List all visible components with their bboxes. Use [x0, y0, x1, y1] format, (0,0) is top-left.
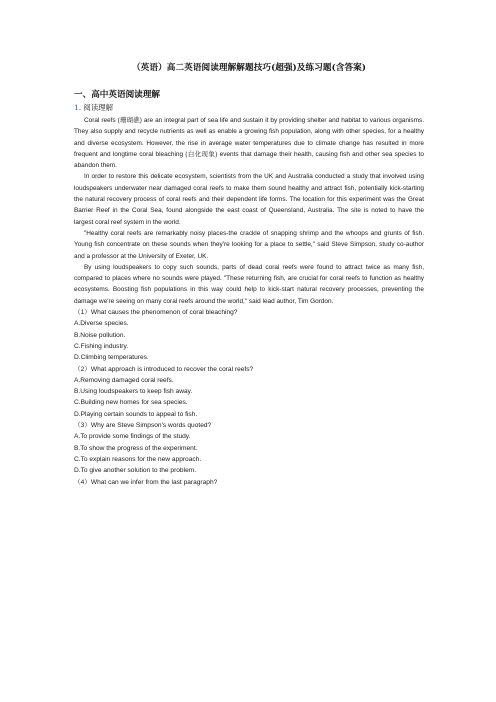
question-stem: （2）What approach is introduced to recover the coral reefs?	[74, 365, 254, 373]
section-heading: 一、高中英语阅读理解	[74, 90, 160, 100]
question-stem: （4）What can we infer from the last paragraph?	[74, 478, 218, 486]
subsection-heading	[74, 102, 424, 113]
document-title: （英语）高二英语阅读理解解题技巧(超强)及练习题(含答案)	[131, 63, 366, 73]
answer-option: B.To show the progress of the experiment.	[74, 444, 198, 452]
answer-option: D.Playing certain sounds to appeal to fish.	[74, 410, 198, 418]
question-4	[74, 477, 424, 488]
passage-paragraph-1: Coral reefs (珊瑚礁) are an integral part of sea life and sustain it by providing shelter and habitat to various organisms. They also supply and recycle nutrients as well as enable a growing fish population, along with other species, for a healthy and diverse ecosystem. However, the rise in average water temperatures due to climate change has resulted in more frequent and longtime coral bleaching (白化现象) events that damage their health, causing fish and other sea species to abandon them.	[74, 117, 424, 170]
answer-option: B.Noise pollution.	[74, 331, 126, 339]
question-2	[74, 364, 424, 420]
question-1	[74, 307, 424, 363]
passage-paragraph-2: In order to restore this delicate ecosystem, scientists from the UK and Australia conducted a study that involved using loudspeakers underwater near damaged coral reefs to make them sound healthy and attract fish, potentially kick-starting the natural recovery process of coral reefs and their dependent life forms. The location for this experiment was the Great Barrier Reef in the Coral Sea, found alongside the east coast of Queensland, Australia. The site is noted to have the largest coral reef system in the world.	[74, 173, 424, 226]
question-stem: （1）What causes the phenomenon of coral bleaching?	[74, 309, 238, 317]
question-3	[74, 420, 424, 476]
answer-option: A.To provide some findings of the study.	[74, 433, 191, 441]
question-stem: （3）Why are Steve Simpson's words quoted?	[74, 422, 212, 430]
answer-option: D.Climbing temperatures.	[74, 354, 149, 362]
answer-option: A.Removing damaged coral reefs.	[74, 376, 174, 384]
document-page	[74, 62, 424, 488]
question-list	[74, 307, 424, 488]
subsection-number: 1.	[74, 103, 82, 112]
answer-option: D.To give another solution to the problem.	[74, 467, 197, 475]
answer-option: C.To explain reasons for the new approach.	[74, 455, 202, 463]
passage-paragraph-4: By using loudspeakers to copy such sounds, parts of dead coral reefs were found to attract twice as many fish, compared to places where no sounds were played. "These returning fish, are crucial for coral reefs to function as healthy ecosystems. Boosting fish populations in this way could help to kick-start natural recovery processes, preventing the damage we're seeing on many coral reefs around the world," said lead author, Tim Gordon.	[74, 263, 424, 305]
answer-option: C.Building new homes for sea species.	[74, 399, 188, 407]
reading-passage	[74, 115, 424, 307]
answer-option: A.Diverse species.	[74, 320, 129, 328]
answer-option: B.Using loudspeakers to keep fish away.	[74, 388, 193, 396]
answer-option: C.Fishing industry.	[74, 342, 129, 350]
subsection-label: 阅读理解	[83, 103, 113, 112]
passage-paragraph-3: "Healthy coral reefs are remarkably noisy places-the crackle of snapping shrimp and the whoops and grunts of fish. Young fish concentrate on these sounds when they're looking for a place to settle," said Steve Simpson, study co-author and a professor at the University of Exeter, UK.	[74, 229, 424, 260]
